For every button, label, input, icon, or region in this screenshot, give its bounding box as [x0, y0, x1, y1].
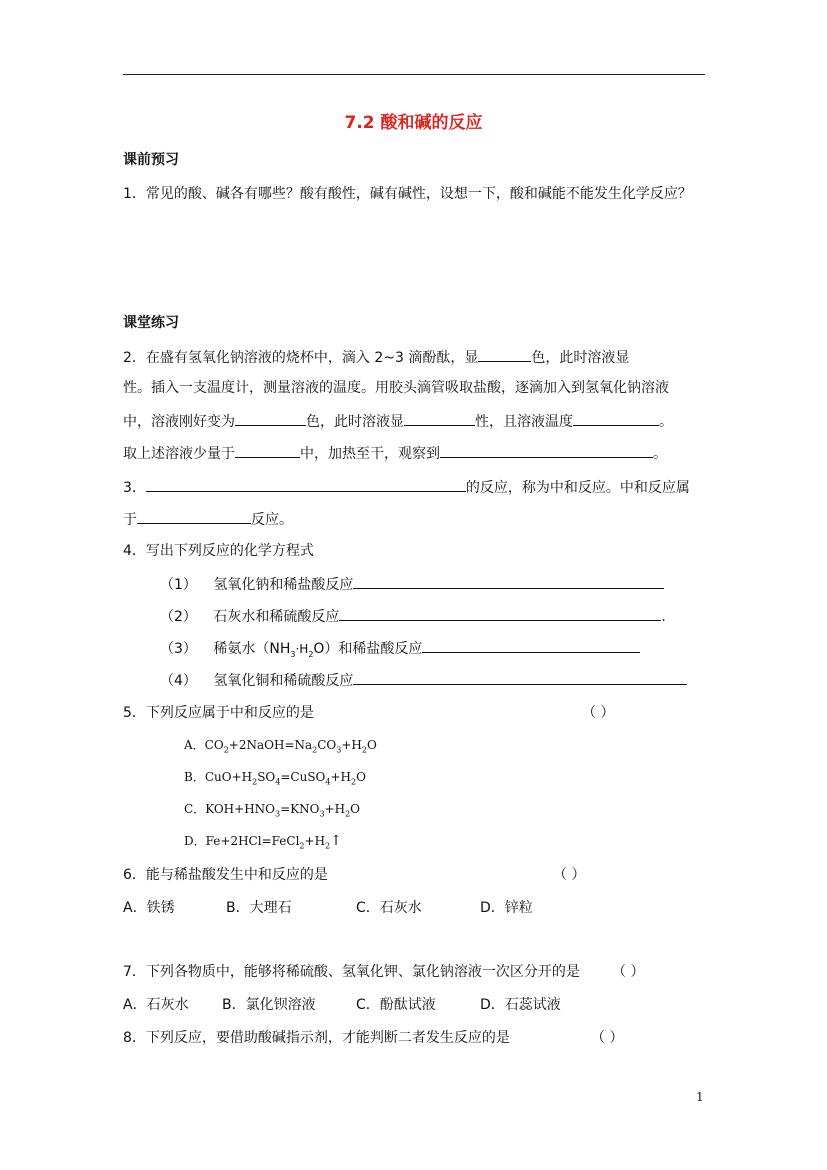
q2-blank-color-1[interactable] — [478, 346, 531, 362]
q5-option-c[interactable] — [184, 799, 360, 824]
q6-answer-paren[interactable]: （ ） — [553, 867, 586, 883]
q2-text-2: 色，此时溶液显 — [531, 350, 630, 366]
q4-item-2-dot: . — [661, 609, 666, 625]
question-7-stem: 7．下列各物质中，能够将稀硫酸、氢氧化钾、氯化钠溶液一次区分开的是 — [123, 964, 580, 980]
q3-text-3: 于 — [123, 512, 137, 528]
q7-option-a[interactable]: A．石灰水 — [123, 997, 189, 1013]
q4-item-3-sub-1: 3 — [290, 649, 296, 659]
q7-option-d[interactable]: D．石蕊试液 — [480, 997, 561, 1013]
question-4-stem: 4．写出下列反应的化学方程式 — [123, 543, 314, 559]
q4-item-4-text: 氢氧化铜和稀硫酸反应 — [213, 673, 354, 689]
q4-item-2-text: 石灰水和稀硫酸反应 — [213, 609, 340, 625]
q3-text-4: 反应。 — [251, 512, 293, 528]
q4-item-1-text: 氢氧化钠和稀盐酸反应 — [213, 577, 354, 593]
q2-blank-nature[interactable] — [404, 410, 475, 426]
q5-option-d-formula: $Fe+2HCl=FeCl_2+H_2↑$ — [205, 833, 342, 851]
q3-blank-reaction-type[interactable] — [137, 508, 251, 524]
q5-option-c-label: C． — [184, 802, 206, 816]
header-rule — [123, 74, 705, 75]
q2-text-4: 色，此时溶液显 — [306, 414, 404, 430]
q5-option-b-formula: $CuO+H_2SO_4=CuSO_4+H_2O$ — [204, 770, 366, 787]
q5-option-a[interactable] — [184, 735, 377, 760]
q4-item-3-sub-2: 2 — [308, 649, 314, 659]
q5-option-c-formula: $KOH+HNO_3=KNO_3+H_2O$ — [205, 802, 361, 819]
q4-item-2 — [160, 605, 666, 627]
question-3-line-1 — [123, 476, 690, 498]
q2-text-1: 2．在盛有氢氧化钠溶液的烧杯中，滴入 2~3 滴酚酞，显 — [123, 350, 479, 366]
q5-option-a-formula: $CO_2+2NaOH=Na_2CO_3+H_2O$ — [204, 738, 377, 755]
q2-blank-temperature[interactable] — [573, 410, 659, 426]
question-2-line-2: 性。插入一支温度计，测量溶液的温度。用胶头滴管吸取盐酸，逐滴加入到氢氧化钠溶液 — [123, 380, 669, 396]
q2-blank-container[interactable] — [235, 442, 300, 458]
q4-item-2-num: （2） — [160, 609, 197, 625]
q2-text-8: 中，加热至干，观察到 — [300, 446, 440, 462]
q4-item-1-blank[interactable] — [353, 573, 664, 589]
question-3-line-2 — [123, 508, 293, 530]
q4-item-1-num: （1） — [160, 577, 197, 593]
q4-item-1 — [160, 573, 664, 595]
q8-answer-paren[interactable]: （ ） — [591, 1030, 624, 1046]
q3-text-1: 3． — [123, 480, 146, 496]
q5-answer-paren[interactable]: （ ） — [582, 705, 615, 721]
q2-text-3: 中，溶液刚好变为 — [123, 414, 235, 430]
question-2-line-4 — [123, 442, 667, 464]
q6-option-c[interactable]: C．石灰水 — [356, 900, 422, 916]
question-2-line-1 — [123, 346, 629, 368]
q2-text-7: 取上述溶液少量于 — [123, 446, 235, 462]
q4-item-3-text-b: ·H — [295, 642, 309, 656]
q4-item-4 — [160, 669, 687, 691]
q2-text-6: 。 — [659, 414, 673, 430]
question-6-stem: 6．能与稀盐酸发生中和反应的是 — [123, 867, 328, 883]
q7-answer-paren[interactable]: （ ） — [612, 964, 645, 980]
q2-blank-observation[interactable] — [440, 442, 653, 458]
q6-option-d[interactable]: D．锌粒 — [480, 900, 533, 916]
q2-text-9: 。 — [653, 446, 667, 462]
q6-option-b[interactable]: B．大理石 — [226, 900, 292, 916]
q4-item-3-num: （3） — [160, 641, 197, 657]
q5-option-a-label: A． — [184, 738, 205, 752]
q4-item-3-blank[interactable] — [422, 637, 640, 653]
q4-item-3-text-c: O）和稀盐酸反应 — [313, 641, 423, 657]
q7-option-c[interactable]: C．酚酞试液 — [356, 997, 436, 1013]
q4-item-2-blank[interactable] — [339, 605, 661, 621]
page-number: 1 — [696, 1090, 704, 1104]
q7-option-b[interactable]: B．氯化钡溶液 — [222, 997, 316, 1013]
section-practice: 课堂练习 — [123, 315, 179, 331]
q3-text-2: 的反应，称为中和反应。中和反应属 — [465, 480, 690, 496]
q4-item-3-text-a: 稀氨水（NH — [213, 641, 291, 657]
q5-option-d[interactable] — [184, 831, 342, 856]
question-1: 1．常见的酸、碱各有哪些？酸有酸性，碱有碱性，设想一下，酸和碱能不能发生化学反应？ — [123, 186, 692, 202]
q3-blank-definition[interactable] — [146, 476, 466, 492]
page-title: 7.2 酸和碱的反应 — [344, 113, 483, 133]
q2-blank-color-2[interactable] — [235, 410, 306, 426]
question-8-stem: 8．下列反应，要借助酸碱指示剂，才能判断二者发生反应的是 — [123, 1030, 510, 1046]
q5-option-b[interactable] — [184, 767, 366, 792]
q4-item-4-num: （4） — [160, 673, 197, 689]
q5-option-d-label: D． — [184, 834, 206, 848]
section-preview: 课前预习 — [123, 152, 179, 168]
up-arrow-icon: ↑ — [330, 833, 342, 849]
q4-item-3 — [160, 637, 640, 665]
q2-text-5: 性，且溶液温度 — [475, 414, 573, 430]
q6-option-a[interactable]: A．铁锈 — [123, 900, 175, 916]
q4-item-4-blank[interactable] — [353, 669, 687, 685]
q4-item-3-text — [213, 641, 422, 657]
question-5-stem: 5．下列反应属于中和反应的是 — [123, 705, 314, 721]
question-2-line-3 — [123, 410, 673, 432]
q5-option-b-label: B． — [184, 770, 205, 784]
